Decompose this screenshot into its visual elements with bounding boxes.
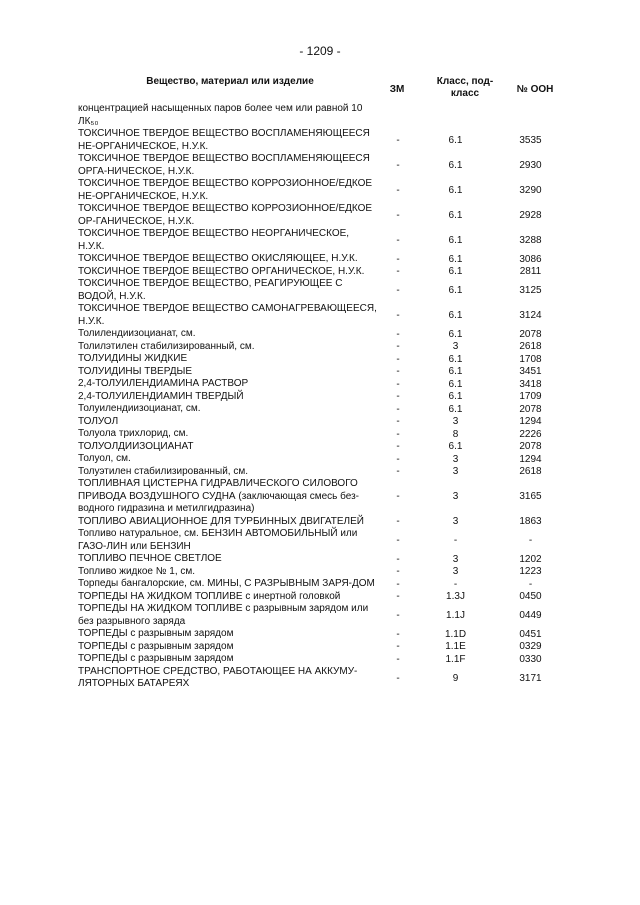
- table-row: [78, 566, 568, 579]
- substance-cell: Топливо жидкое № 1, см.: [78, 565, 196, 577]
- zm-cell: -: [396, 416, 400, 428]
- class-cell: 9: [452, 672, 459, 684]
- substance-cell: ТРАНСПОРТНОЕ СРЕДСТВО, РАБОТАЮЩЕЕ НА АККУМУ-ЛЯТОРНЫХ БАТАРЕЯХ: [78, 665, 358, 689]
- class-cell: 1.1E: [445, 641, 466, 653]
- zm-cell: -: [396, 160, 400, 171]
- table-header: [0, 76, 640, 102]
- table-row: [78, 416, 568, 429]
- class-cell: 6.1: [448, 353, 463, 365]
- table-row: [78, 591, 568, 604]
- zm-cell: -: [396, 403, 400, 415]
- zm-cell: -: [396, 378, 400, 390]
- zm-cell: -: [396, 366, 400, 378]
- substance-cell: Торпеды бангалорские, см. МИНЫ, С РАЗРЫВНЫМ ЗАРЯ-ДОМ: [78, 578, 375, 589]
- table-row: [78, 441, 568, 454]
- substance-cell: ТОКСИЧНОЕ ТВЕРДОЕ ВЕЩЕСТВО НЕОРГАНИЧЕСКОЕ, Н.У.К.: [78, 228, 350, 252]
- zm-cell: -: [396, 235, 400, 246]
- zm-cell: -: [396, 310, 400, 321]
- class-cell: 6.1: [448, 160, 463, 171]
- header-class-line2: класс: [450, 88, 480, 99]
- table-row: [78, 516, 568, 529]
- substance-cell: ТОКСИЧНОЕ ТВЕРДОЕ ВЕЩЕСТВО, РЕАГИРУЮЩЕЕ С ВОДОЙ, Н.У.К.: [78, 278, 343, 302]
- substance-cell: 2,4-ТОЛУИЛЕНДИАМИНА РАСТВОР: [78, 378, 249, 389]
- zm-cell: -: [396, 253, 400, 265]
- substance-cell: ТОКСИЧНОЕ ТВЕРДОЕ ВЕЩЕСТВО ВОСПЛАМЕНЯЮЩЕЕСЯ ОРГА-НИЧЕСКОЕ, Н.У.К.: [78, 153, 370, 177]
- table-row: [78, 341, 568, 354]
- class-cell: 6.1: [448, 266, 463, 278]
- class-cell: 3: [452, 566, 459, 578]
- class-cell: 3: [452, 466, 459, 478]
- zm-cell: -: [396, 185, 400, 196]
- substance-cell: ТОКСИЧНОЕ ТВЕРДОЕ ВЕЩЕСТВО ВОСПЛАМЕНЯЮЩЕЕСЯ НЕ-ОРГАНИЧЕСКОЕ, Н.У.К.: [78, 128, 370, 152]
- header-class: [430, 76, 500, 100]
- substance-cell: ТОПЛИВО АВИАЦИОННОЕ ДЛЯ ТУРБИННЫХ ДВИГАТЕЛЕЙ: [78, 515, 364, 527]
- table-row: [78, 178, 568, 203]
- un-number-cell: 2078: [519, 441, 542, 453]
- zm-cell: -: [396, 628, 400, 640]
- zm-cell: -: [396, 466, 400, 478]
- un-number-cell: 3288: [519, 235, 542, 246]
- un-number-cell: 2930: [519, 160, 542, 171]
- substance-cell: ТОЛУИДИНЫ ТВЕРДЫЕ: [78, 365, 192, 377]
- un-number-cell: 0329: [519, 641, 542, 653]
- un-number-cell: 3535: [519, 135, 542, 146]
- substance-cell: Толуэтилен стабилизированный, см.: [78, 465, 248, 477]
- table-row: [78, 391, 568, 404]
- table-row: [78, 666, 568, 691]
- zm-cell: -: [396, 578, 400, 590]
- zm-cell: -: [396, 591, 400, 603]
- zm-cell: -: [396, 135, 400, 146]
- table-row: [78, 641, 568, 654]
- class-cell: 6.1: [448, 328, 463, 340]
- zm-cell: -: [396, 553, 400, 565]
- class-cell: 6.1: [448, 391, 463, 403]
- class-cell: 6.1: [448, 366, 463, 378]
- substance-cell: ТОКСИЧНОЕ ТВЕРДОЕ ВЕЩЕСТВО ОРГАНИЧЕСКОЕ, Н.У.К.: [78, 265, 365, 277]
- un-number-cell: 2618: [519, 466, 542, 478]
- un-number-cell: 3124: [519, 310, 542, 321]
- class-cell: 3: [452, 453, 459, 465]
- table-row: [78, 366, 568, 379]
- table-row: [78, 153, 568, 178]
- table-row: [78, 353, 568, 366]
- substance-cell: ТОПЛИВО ПЕЧНОЕ СВЕТЛОЕ: [78, 553, 222, 564]
- un-number-cell: 1863: [519, 516, 542, 528]
- table-row: [78, 203, 568, 228]
- substance-cell: ТОРПЕДЫ с разрывным зарядом: [78, 628, 234, 639]
- class-cell: 1.1J: [446, 610, 465, 621]
- un-number-cell: 1294: [519, 416, 542, 428]
- class-cell: -: [453, 535, 458, 546]
- class-cell: 1.1D: [444, 628, 467, 640]
- substance-cell: ТОРПЕДЫ с разрывным зарядом: [78, 640, 234, 652]
- substance-cell: Толуола трихлорид, см.: [78, 428, 189, 439]
- class-cell: 6.1: [448, 135, 463, 146]
- substance-cell: ТОКСИЧНОЕ ТВЕРДОЕ ВЕЩЕСТВО КОРРОЗИОННОЕ/ЕДКОЕ НЕ-ОРГАНИЧЕСКОЕ, Н.У.К.: [78, 178, 373, 202]
- zm-cell: -: [396, 441, 400, 453]
- substance-cell: Толуол, см.: [78, 453, 131, 464]
- class-cell: 6.1: [448, 210, 463, 221]
- header-class-line1: Класс, под-: [436, 76, 494, 87]
- class-cell: -: [453, 578, 458, 590]
- zm-cell: -: [396, 610, 400, 621]
- table-row: [78, 628, 568, 641]
- table-row: [78, 528, 568, 553]
- table-row: [78, 453, 568, 466]
- un-number-cell: 3451: [519, 366, 542, 378]
- zm-cell: -: [396, 653, 400, 665]
- zm-cell: -: [396, 266, 400, 278]
- un-number-cell: 1223: [519, 566, 542, 578]
- zm-cell: -: [396, 453, 400, 465]
- class-cell: 6.1: [448, 441, 463, 453]
- zm-cell: -: [396, 391, 400, 403]
- zm-cell: -: [396, 535, 400, 546]
- zm-cell: -: [396, 641, 400, 653]
- table-row: [78, 428, 568, 441]
- substance-cell: Толилэтилен стабилизированный, см.: [78, 340, 255, 352]
- page-number: - 1209 -: [299, 44, 341, 58]
- substance-cell: Толилендиизоцианат, см.: [78, 328, 196, 339]
- header-zm: ЗМ: [389, 84, 405, 95]
- class-cell: 3: [452, 553, 459, 565]
- substance-cell: Топливо натуральное, см. БЕНЗИН АВТОМОБИЛЬНЫЙ или ГАЗО-ЛИН или БЕНЗИН: [78, 528, 358, 552]
- zm-cell: [378, 103, 418, 128]
- table-row: [78, 278, 568, 303]
- class-cell: 6.1: [448, 235, 463, 246]
- class-cell: 3: [452, 491, 459, 503]
- table-row: [78, 603, 568, 628]
- un-number-cell: 0449: [519, 610, 542, 621]
- table-row: [78, 253, 568, 266]
- un-number-cell: 2078: [519, 328, 542, 340]
- class-cell: 3: [452, 416, 459, 428]
- substance-cell: ТОКСИЧНОЕ ТВЕРДОЕ ВЕЩЕСТВО ОКИСЛЯЮЩЕЕ, Н.У.К.: [78, 253, 358, 264]
- substance-cell: ТОРПЕДЫ с разрывным зарядом: [78, 653, 234, 664]
- un-number-cell: 2928: [519, 210, 542, 221]
- substance-cell: 2,4-ТОЛУИЛЕНДИАМИН ТВЕРДЫЙ: [78, 390, 244, 402]
- un-number-cell: 2078: [519, 403, 542, 415]
- zm-cell: -: [396, 341, 400, 353]
- class-cell: 6.1: [448, 253, 463, 265]
- un-number-cell: 1708: [519, 353, 542, 365]
- table-body: [78, 103, 568, 691]
- class-cell: 6.1: [448, 378, 463, 390]
- un-number-cell: 3125: [519, 285, 542, 296]
- substance-cell: Толуилендиизоцианат, см.: [78, 403, 201, 414]
- table-row: [78, 103, 568, 128]
- table-row: [78, 328, 568, 341]
- un-number-cell: 3418: [519, 378, 542, 390]
- table-row: [78, 553, 568, 566]
- un-number-cell: -: [528, 535, 533, 546]
- un-number-cell: 1294: [519, 453, 542, 465]
- substance-cell: ТОРПЕДЫ НА ЖИДКОМ ТОПЛИВЕ с инертной головкой: [78, 590, 341, 602]
- table-row: [78, 266, 568, 279]
- zm-cell: -: [396, 353, 400, 365]
- substance-cell: ТОРПЕДЫ НА ЖИДКОМ ТОПЛИВЕ с разрывным зарядом или без разрывного заряда: [78, 603, 369, 627]
- substance-cell: ТОПЛИВНАЯ ЦИСТЕРНА ГИДРАВЛИЧЕСКОГО СИЛОВОГО ПРИВОДА ВОЗДУШНОГО СУДНА (заключающая смесь без-водного гидразина и метилгидразина): [78, 478, 359, 514]
- un-number-cell: 3165: [519, 491, 542, 503]
- header-un-number: № ООН: [516, 84, 554, 95]
- substance-cell: ТОЛУИДИНЫ ЖИДКИЕ: [78, 353, 188, 364]
- substance-cell: ТОКСИЧНОЕ ТВЕРДОЕ ВЕЩЕСТВО КОРРОЗИОННОЕ/ЕДКОЕ ОР-ГАНИЧЕСКОЕ, Н.У.К.: [78, 203, 373, 227]
- substance-cell: ТОКСИЧНОЕ ТВЕРДОЕ ВЕЩЕСТВО САМОНАГРЕВАЮЩЕЕСЯ, Н.У.К.: [78, 303, 377, 327]
- substance-cell: ТОЛУОЛ: [78, 415, 119, 427]
- class-cell: 6.1: [448, 185, 463, 196]
- class-cell: 6.1: [448, 403, 463, 415]
- class-cell: 8: [452, 428, 459, 440]
- class-cell: 3: [452, 341, 459, 353]
- table-row: [78, 403, 568, 416]
- header-substance: Вещество, материал или изделие: [146, 76, 314, 87]
- un-number-cell: 0451: [519, 628, 542, 640]
- class-cell: 6.1: [448, 310, 463, 321]
- zm-cell: -: [396, 491, 400, 503]
- class-cell: 1.3J: [446, 591, 465, 603]
- class-cell: [418, 103, 493, 128]
- un-number-cell: 3086: [519, 253, 542, 265]
- un-number-cell: -: [528, 578, 533, 590]
- zm-cell: -: [396, 328, 400, 340]
- class-cell: 6.1: [448, 285, 463, 296]
- table-row: [78, 466, 568, 479]
- zm-cell: -: [396, 285, 400, 296]
- zm-cell: -: [396, 428, 400, 440]
- zm-cell: -: [396, 566, 400, 578]
- un-number-cell: 3290: [519, 185, 542, 196]
- table-row: [78, 303, 568, 328]
- un-number-cell: 2811: [519, 266, 542, 278]
- un-number-cell: 0450: [519, 591, 542, 603]
- table-row: [78, 378, 568, 391]
- substance-cell: ТОЛУОЛДИИЗОЦИАНАТ: [78, 440, 194, 452]
- class-cell: 3: [452, 516, 459, 528]
- class-cell: 1.1F: [445, 653, 466, 665]
- zm-cell: -: [396, 210, 400, 221]
- zm-cell: -: [396, 516, 400, 528]
- un-number-cell: 2226: [519, 428, 542, 440]
- un-number-cell: 1202: [519, 553, 542, 565]
- table-row: [78, 653, 568, 666]
- un-number-cell: 0330: [519, 653, 542, 665]
- table-row: [78, 478, 568, 516]
- un-number-cell: [493, 103, 568, 128]
- table-row: [78, 228, 568, 253]
- un-number-cell: 2618: [519, 341, 542, 353]
- zm-cell: -: [396, 672, 400, 684]
- table-row: [78, 128, 568, 153]
- substance-cell: концентрацией насыщенных паров более чем или равной 10 ЛК₅₀: [78, 103, 363, 127]
- table-row: [78, 578, 568, 591]
- substance-table: [78, 103, 568, 691]
- un-number-cell: 3171: [519, 672, 542, 684]
- un-number-cell: 1709: [519, 391, 542, 403]
